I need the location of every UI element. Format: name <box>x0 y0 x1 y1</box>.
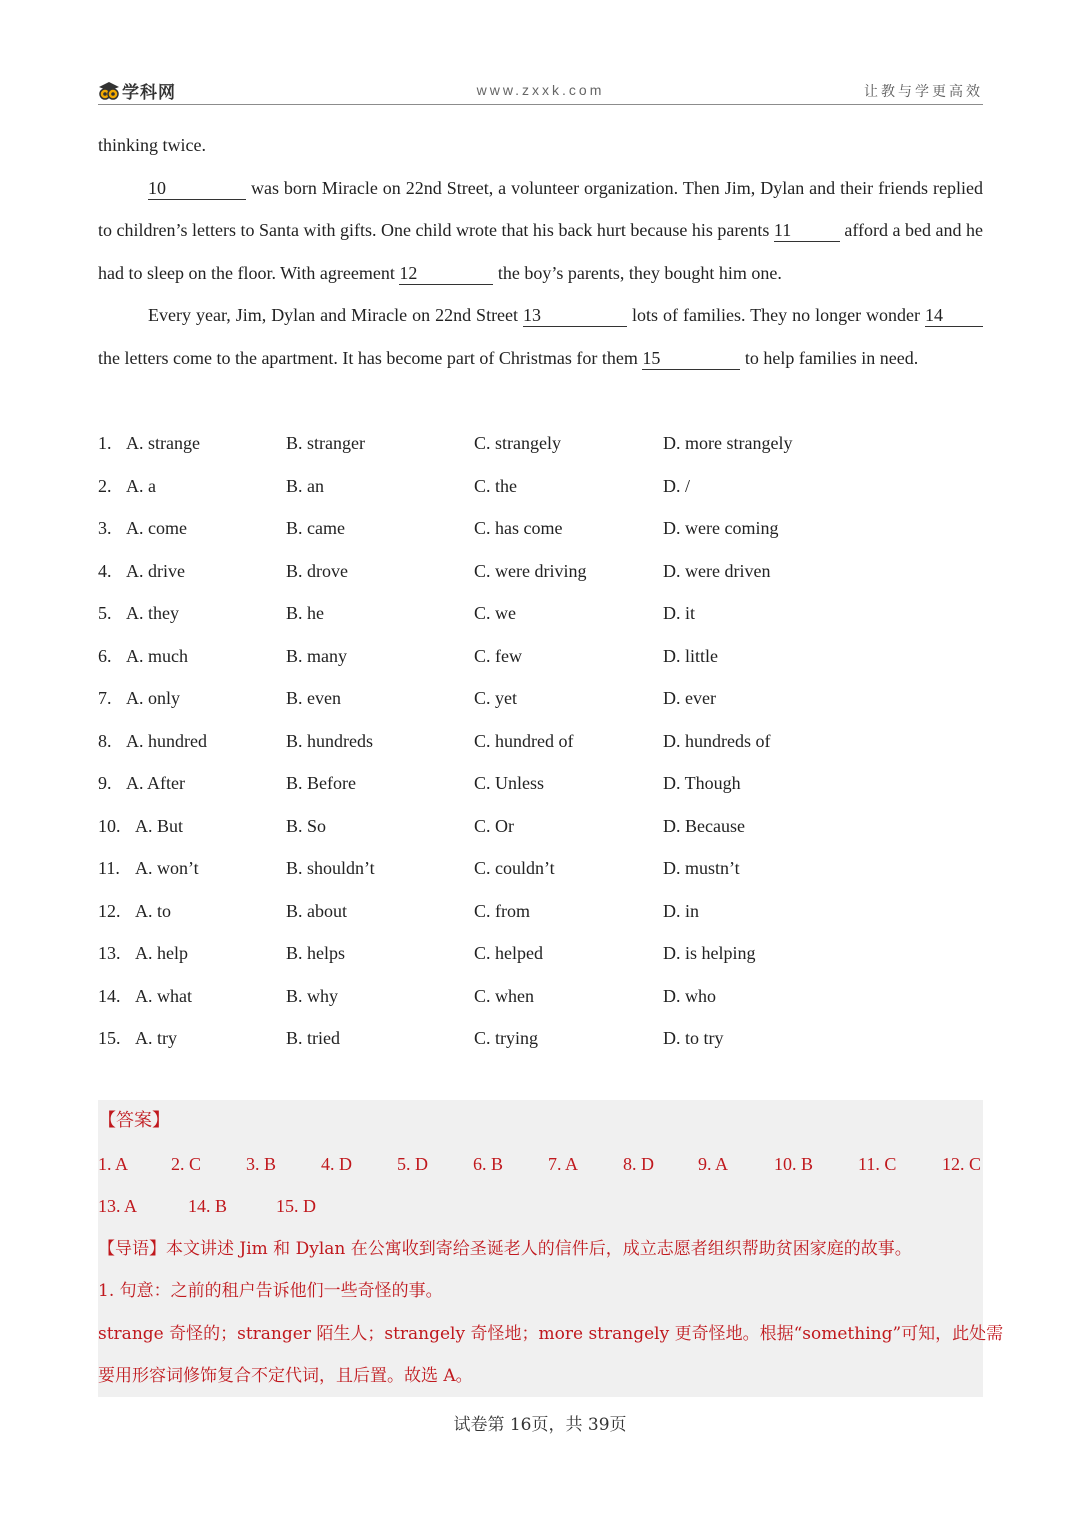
question-number: 7. <box>98 688 112 708</box>
option-b: B. an <box>286 475 324 496</box>
option-d: D. who <box>663 985 716 1006</box>
option-c: C. has come <box>474 518 563 538</box>
option-a: A. to <box>135 900 171 921</box>
answer-item: 1. A <box>98 1153 129 1174</box>
answer-item: 5. D <box>397 1153 428 1174</box>
passage-text: afford a bed and he had to sleep on the floor. With agreement <box>98 220 983 283</box>
answer-item: 10. B <box>774 1153 814 1174</box>
question-number: 6. <box>98 645 112 666</box>
option-b: B. why <box>286 985 339 1006</box>
blank-15: 15 <box>642 347 740 370</box>
blank-10: 10 <box>148 177 246 200</box>
option-a: A. only <box>126 688 180 708</box>
option-c: C. trying <box>474 1028 539 1048</box>
passage-text: was born Miracle on 22nd Street, a volunteer organization. Then Jim, Dylan and their friends replied to children’s letters to Santa with gifts. One child wrote that his back hurt because his parents <box>98 177 983 240</box>
answer-key-row-2 <box>98 1185 983 1228</box>
answer-item: 11. C <box>858 1153 897 1174</box>
answer-key-row-1 <box>98 1143 983 1186</box>
option-a: A. what <box>135 985 192 1006</box>
option-a: A. won’t <box>135 858 199 878</box>
question-row <box>98 932 983 975</box>
question-row <box>98 1017 983 1060</box>
option-a: A. strange <box>126 433 200 453</box>
option-b: B. he <box>286 603 324 623</box>
option-c: C. Or <box>474 815 514 836</box>
answer-q1-explanation-line-2: 要用形容词修饰复合不定代词，且后置。故选 A。 <box>98 1366 473 1386</box>
option-a: A. But <box>135 815 184 836</box>
question-number: 10. <box>98 815 121 836</box>
answer-item: 15. D <box>276 1196 316 1216</box>
option-b: B. about <box>286 900 347 921</box>
option-d: D. Though <box>663 773 741 793</box>
option-c: C. helped <box>474 943 543 963</box>
question-row <box>98 805 983 848</box>
question-number: 5. <box>98 603 112 623</box>
blank-12: 12 <box>399 262 493 285</box>
option-c: C. couldn’t <box>474 858 555 878</box>
option-d: D. little <box>663 645 718 666</box>
option-a: A. they <box>126 603 179 623</box>
option-a: A. come <box>126 518 187 538</box>
passage-paragraph-1 <box>98 167 983 295</box>
option-b: B. stranger <box>286 433 365 453</box>
passage-text: the letters come to the apartment. It has become part of Christmas for them <box>98 347 643 368</box>
page-footer <box>0 1410 1080 1435</box>
passage <box>98 124 983 379</box>
answer-section <box>98 1100 1004 1397</box>
option-c: C. Unless <box>474 773 545 793</box>
question-row <box>98 507 983 550</box>
option-b: B. many <box>286 645 347 666</box>
answer-item: 9. A <box>698 1153 729 1174</box>
question-number: 2. <box>98 475 112 496</box>
answer-item: 12. C <box>942 1153 982 1174</box>
answer-item: 14. B <box>188 1196 228 1216</box>
question-number: 4. <box>98 560 112 581</box>
answer-item: 2. C <box>171 1153 202 1174</box>
option-d: D. ever <box>663 688 716 708</box>
option-b: B. helps <box>286 943 346 963</box>
site-url[interactable]: www.zxxk.com <box>476 82 605 98</box>
passage-line-continuation: thinking twice. <box>98 135 206 155</box>
question-number: 8. <box>98 730 112 751</box>
answer-item: 4. D <box>321 1153 352 1174</box>
blank-14: 14 <box>925 304 983 327</box>
question-row <box>98 592 983 635</box>
question-number: 14. <box>98 985 121 1006</box>
question-number: 15. <box>98 1028 121 1048</box>
blank-11: 11 <box>774 219 840 242</box>
question-number: 1. <box>98 433 112 453</box>
option-d: D. hundreds of <box>663 730 771 751</box>
option-c: C. strangely <box>474 433 561 453</box>
option-b: B. shouldn’t <box>286 858 375 878</box>
answer-item: 3. B <box>246 1153 277 1174</box>
question-row <box>98 762 983 805</box>
option-d: D. it <box>663 603 696 623</box>
option-d: D. more strangely <box>663 433 793 453</box>
option-a: A. much <box>126 645 188 666</box>
option-d: D. Because <box>663 815 745 836</box>
page-header <box>98 74 983 105</box>
answer-item: 7. A <box>548 1153 579 1174</box>
question-row <box>98 890 983 933</box>
question-row <box>98 975 983 1018</box>
question-number: 9. <box>98 773 112 793</box>
option-c: C. we <box>474 603 516 623</box>
option-b: B. even <box>286 688 341 708</box>
option-c: C. the <box>474 475 517 496</box>
option-c: C. when <box>474 985 534 1006</box>
blank-13: 13 <box>523 304 627 327</box>
option-c: C. from <box>474 900 530 921</box>
option-a: A. try <box>135 1028 177 1048</box>
option-d: D. / <box>663 475 690 496</box>
option-a: A. help <box>135 943 188 963</box>
page-number: 试卷第 16页，共 39页 <box>453 1415 627 1435</box>
site-slogan: 让教与学更高效 <box>864 84 983 100</box>
question-row <box>98 720 983 763</box>
logo-text: 学科网 <box>122 83 176 103</box>
answer-guide: 【导语】本文讲述 Jim 和 Dylan 在公寓收到寄给圣诞老人的信件后，成立志愿者组织帮助贫困家庭的故事。 <box>98 1238 912 1259</box>
question-row <box>98 422 983 465</box>
answer-heading: 【答案】 <box>98 1110 170 1131</box>
option-d: D. were driven <box>663 560 771 581</box>
option-c: C. hundred of <box>474 730 574 751</box>
option-a: A. After <box>126 773 185 793</box>
option-d: D. in <box>663 900 699 921</box>
question-number: 3. <box>98 518 112 538</box>
option-a: A. drive <box>126 560 185 581</box>
option-d: D. to try <box>663 1028 724 1048</box>
passage-paragraph-2 <box>98 294 983 379</box>
option-d: D. mustn’t <box>663 858 740 878</box>
passage-text: to help families in need. <box>740 347 919 368</box>
option-a: A. hundred <box>126 730 207 751</box>
question-number: 12. <box>98 900 121 921</box>
option-b: B. drove <box>286 560 348 581</box>
option-d: D. is helping <box>663 943 756 963</box>
answer-q1-meaning: 1. 句意：之前的租户告诉他们一些奇怪的事。 <box>98 1281 443 1301</box>
question-row <box>98 677 983 720</box>
question-number: 13. <box>98 943 121 963</box>
option-b: B. hundreds <box>286 730 373 751</box>
passage-text: lots of families. They no longer wonder <box>627 305 926 325</box>
option-c: C. were driving <box>474 560 587 581</box>
question-number: 11. <box>98 858 120 878</box>
answer-q1-explanation-line-1: strange 奇怪的；stranger 陌生人；strangely 奇怪地；more strangely 更奇怪地。根据“something”可知，此处需 <box>98 1323 1004 1344</box>
question-row <box>98 550 983 593</box>
passage-text: the boy’s parents, they bought him one. <box>493 262 782 283</box>
answer-item: 13. A <box>98 1196 138 1216</box>
option-a: A. a <box>126 475 156 496</box>
passage-text: Every year, Jim, Dylan and Miracle on 22nd Street <box>148 305 524 325</box>
option-b: B. tried <box>286 1028 340 1048</box>
question-row <box>98 465 983 508</box>
option-c: C. yet <box>474 688 517 708</box>
question-row <box>98 635 983 678</box>
answer-item: 6. B <box>473 1153 504 1174</box>
question-row <box>98 847 983 890</box>
option-b: B. came <box>286 518 345 538</box>
question-options <box>98 422 983 1060</box>
option-b: B. Before <box>286 773 356 793</box>
option-d: D. were coming <box>663 518 779 538</box>
option-b: B. So <box>286 815 327 836</box>
answer-item: 8. D <box>623 1153 654 1174</box>
option-c: C. few <box>474 645 522 666</box>
